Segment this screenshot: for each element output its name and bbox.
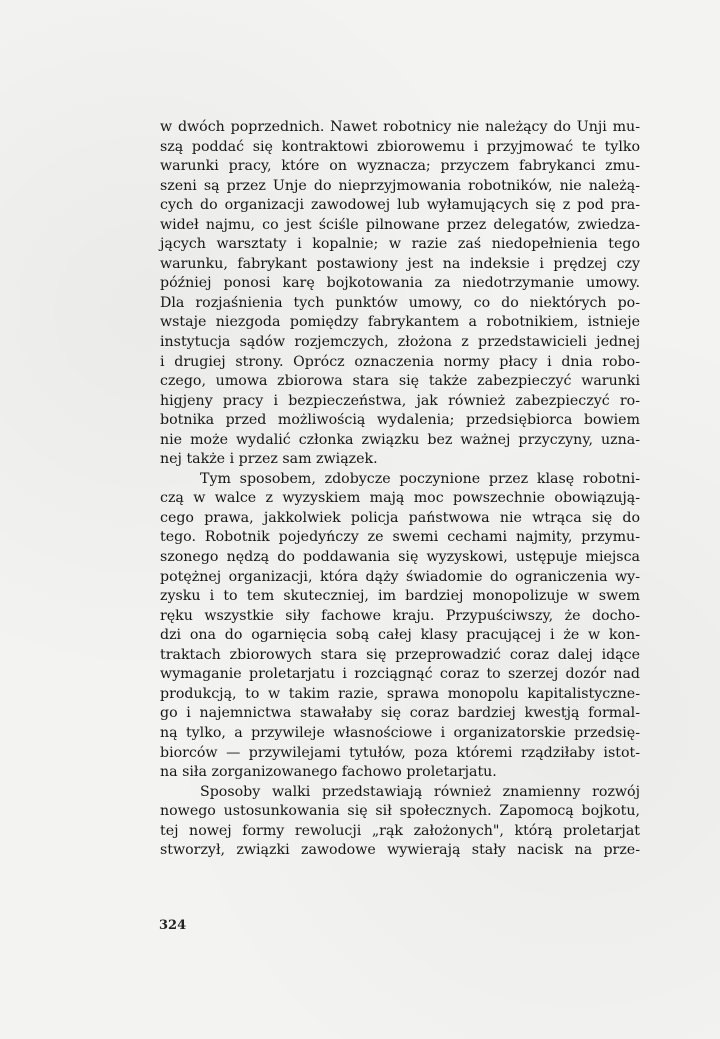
text-line: cego prawa, jakkolwiek policja państwowa nie wtrąca się do [160, 509, 640, 526]
text-line: warunku, fabrykant postawiony jest na indeksie i prędzej czy [160, 255, 640, 272]
text-line: botnika przed możliwością wydalenia; przedsiębiorca bowiem [160, 412, 640, 429]
text-line: go i najemnictwa stawałaby się coraz bardziej kwestją formal- [160, 705, 640, 722]
text-line: wideł najmu, co jest ściśle pilnowane przez delegatów, zwiedza- [160, 216, 640, 233]
text-line: Sposoby walki przedstawiają również znamienny rozwój [200, 783, 640, 800]
text-line: potężnej organizacji, która dąży świadomie do ograniczenia wy- [160, 568, 640, 585]
text-line: dzi ona do ogarnięcia sobą całej klasy pracującej i że w kon- [160, 627, 640, 644]
text-line: nie może wydalić członka związku bez ważnej przyczyny, uzna- [160, 431, 640, 448]
text-line: ręku wszystkie siły fachowe kraju. Przypuściwszy, że docho- [160, 607, 640, 624]
text-line: produkcją, to w takim razie, sprawa monopolu kapitalistyczne- [160, 685, 640, 702]
text-line: cych do organizacji zawodowej lub wyłamujących się z pod pra- [160, 197, 640, 214]
text-line: tego. Robotnik pojedyńczy ze swemi cechami najmity, przymu- [160, 529, 640, 546]
text-line: szeni są przez Unje do nieprzyjmowania robotników, nie należą- [160, 177, 640, 194]
text-line: wymaganie proletarjatu i rozciągnąć coraz to szerzej dozór nad [160, 666, 640, 683]
text-line: Dla rozjaśnienia tych punktów umowy, co do niektórych po- [160, 294, 640, 311]
text-line: ną tylko, a przywileje własnościowe i organizatorskie przedsię- [160, 724, 640, 741]
text-line: stworzył, związki zawodowe wywierają stały nacisk na prze- [160, 842, 640, 859]
text-line: wstaje niezgoda pomiędzy fabrykantem a robotnikiem, istnieje [160, 314, 640, 331]
text-line: jących warsztaty i kopalnie; w razie zaś niedopełnienia tego [160, 236, 640, 253]
text-line: i drugiej strony. Oprócz oznaczenia normy płacy i dnia robo- [160, 353, 640, 370]
text-line: szonego nędzą do poddawania się wyzyskowi, ustępuje miejsca [160, 549, 640, 566]
text-line: tej nowej formy rewolucji „rąk założonych", którą proletarjat [160, 822, 640, 839]
text-line: traktach zbiorowych stara się przeprowadzić coraz dalej idące [160, 646, 640, 663]
text-line: biorców — przywilejami tytułów, poza któremi rządziłaby istot- [160, 744, 640, 761]
text-line: na siła zorganizowanego fachowo proletarjatu. [160, 764, 497, 781]
text-line: warunki pracy, które on wyznacza; przyczem fabrykanci zmu- [160, 158, 640, 175]
text-line: nej także i przez sam związek. [160, 451, 378, 468]
text-line: zysku i to tem skuteczniej, im bardziej monopolizuje w swem [160, 588, 640, 605]
text-line: czą w walce z wyzyskiem mają moc powszechnie obowiązują- [160, 490, 640, 507]
page-number: 324 [159, 918, 187, 933]
text-line: czego, umowa zbiorowa stara się także zabezpieczyć warunki [160, 373, 640, 390]
text-line: nowego ustosunkowania się sił społecznych. Zapomocą bojkotu, [160, 803, 640, 820]
text-line: szą poddać się kontraktowi zbiorowemu i przyjmować te tylko [160, 138, 640, 155]
text-line: później ponosi karę bojkotowania za niedotrzymanie umowy. [160, 275, 640, 292]
body-text [160, 118, 640, 861]
text-line: instytucja sądów rozjemczych, złożona z przedstawicieli jednej [160, 334, 640, 351]
text-line: higjeny pracy i bezpieczeństwa, jak również zabezpieczyć ro- [160, 392, 640, 409]
text-line: Tym sposobem, zdobycze poczynione przez klasę robotni- [200, 470, 640, 487]
text-line: w dwóch poprzednich. Nawet robotnicy nie należący do Unji mu- [160, 119, 640, 135]
